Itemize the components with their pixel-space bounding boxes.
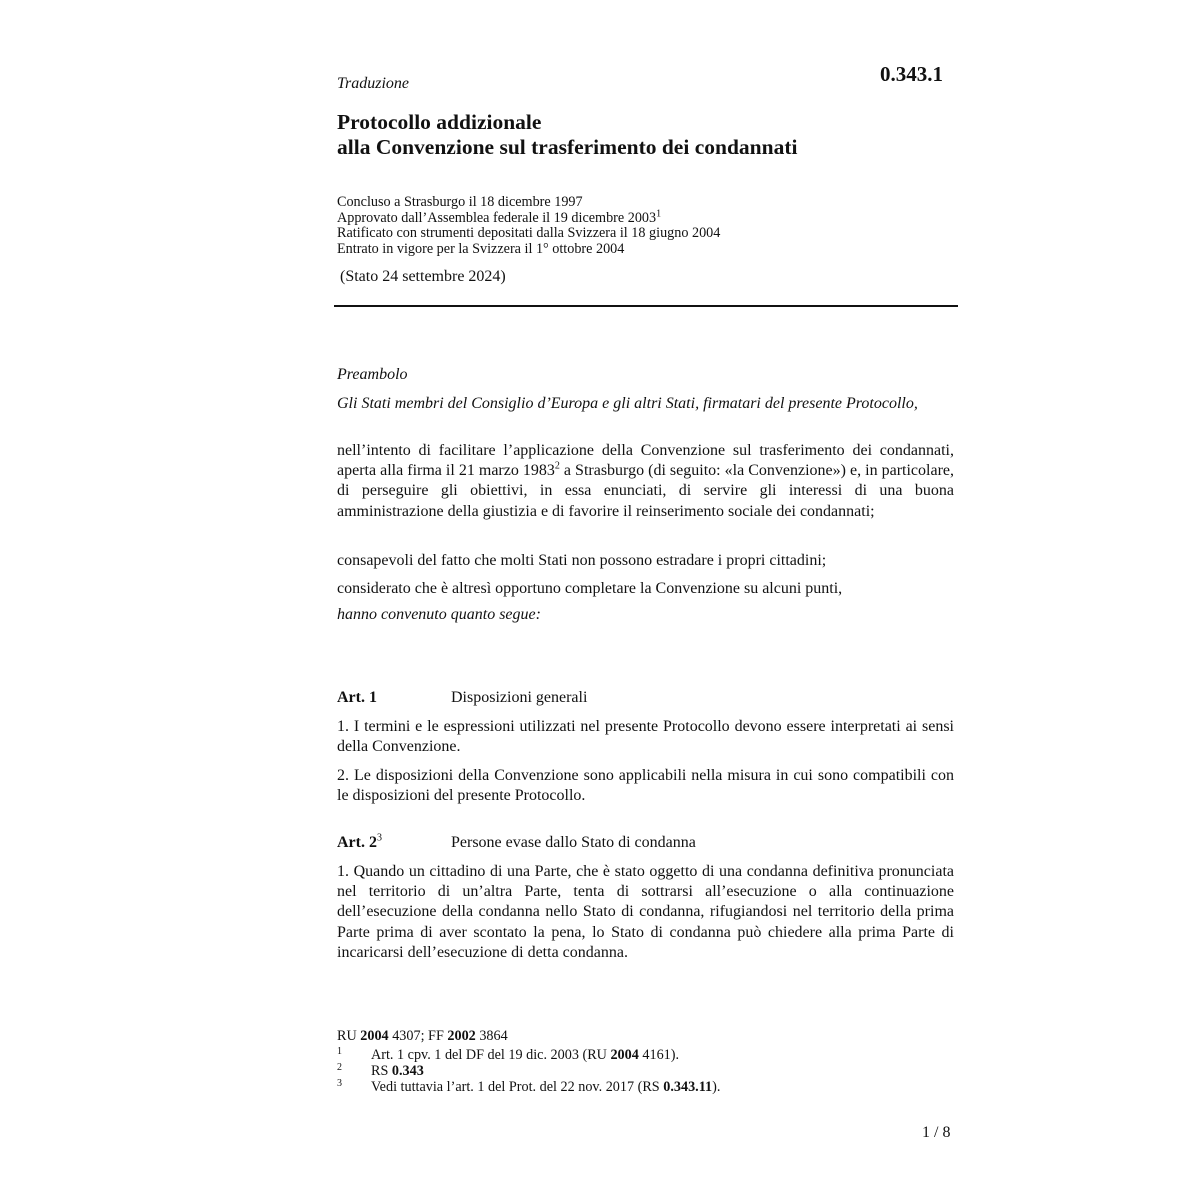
preamble-paragraph-3: considerato che è altresì opportuno completare la Convenzione su alcuni punti, — [337, 580, 843, 597]
preamble-closing: hanno convenuto quanto segue: — [337, 606, 541, 623]
footnote-text: RS 0.343 — [371, 1063, 424, 1079]
in-force-date: Entrato in vigore per la Svizzera il 1° ottobre 2004 — [337, 240, 625, 257]
footnote-ref-3[interactable]: 3 — [376, 832, 382, 844]
preamble-paragraph-2: consapevoli del fatto che molti Stati non possono estradare i propri cittadini; — [337, 552, 827, 569]
ratified-date: Ratificato con strumenti depositati dalla Svizzera il 18 giugno 2004 — [337, 225, 721, 242]
article-1-paragraph-1: 1. I termini e le espressioni utilizzati nel presente Protocollo devono essere interpretati ai sensi della Convenzione. — [337, 718, 954, 756]
article-1-heading — [337, 689, 587, 707]
footnote-number: 1 — [337, 1046, 342, 1057]
document-title — [337, 110, 797, 160]
metadata-block — [337, 195, 720, 257]
article-1-title: Disposizioni generali — [451, 689, 588, 706]
footnote-ref-2[interactable]: 2 — [554, 460, 560, 472]
footnote-text: Art. 1 cpv. 1 del DF del 19 dic. 2003 (RU 2004 4161). — [371, 1047, 680, 1063]
header-divider — [334, 305, 958, 307]
title-line-1: Protocollo addizionale — [337, 110, 542, 134]
article-2-number: Art. $2^3$ — [337, 832, 382, 851]
article-1-paragraph-2: 2. Le disposizioni della Convenzione sono applicabili nella misura in cui sono compatibili con le disposizioni del presente Protocollo. — [337, 767, 954, 805]
translation-label: Traduzione — [337, 75, 410, 92]
article-1-number: Art. 1 — [337, 689, 377, 706]
page-number: 1 / 8 — [922, 1124, 951, 1141]
article-2-heading — [337, 834, 696, 852]
publication-reference: RU 2004 4307; FF 2002 3864 — [337, 1028, 508, 1044]
article-2-paragraph-1: 1. Quando un cittadino di una Parte, che è stato oggetto di una condanna definitiva pronunciata nel territorio di un’altra Parte, tenta di sottrarsi all’esecuzione o alla continuazione dell’esecuzione della condanna nello Stato di condanna, rifugiandosi nel territorio della prima Parte prima di aver scontato la pena, lo Stato di condanna può chiedere alla prima Parte di incaricarsi dell’esecuzione di detta condanna. — [337, 863, 954, 961]
title-line-2: alla Convenzione sul trasferimento dei condannati — [337, 135, 798, 159]
concluded-date: Concluso a Strasburgo il 18 dicembre 1997 — [337, 194, 583, 210]
preamble-paragraph-1: nell’intento di facilitare l’applicazione della Convenzione sul trasferimento dei condannati, aperta alla firma il 21 marzo 1983$^2$ a Strasburgo (di seguito: «la Convenzione») e, in particolare, di perseguire gli obiettivi, in essa enunciati, di servire gli interessi di una buona amministrazione della giustizia e di favorire il reinserimento sociale dei condannati; — [337, 442, 955, 520]
footnote-number: 3 — [337, 1078, 342, 1089]
article-2-title: Persone evase dallo Stato di condanna — [451, 834, 696, 851]
footnote-ref-1[interactable]: 1 — [656, 207, 662, 219]
preamble-heading: Preambolo — [337, 366, 408, 383]
systematic-number: 0.343.1 — [880, 62, 943, 86]
preamble-intro: Gli Stati membri del Consiglio d’Europa e gli altri Stati, firmatari del presente Protocollo, — [337, 395, 918, 412]
status-date: (Stato 24 settembre 2024) — [340, 268, 506, 285]
footnote-text: Vedi tuttavia l’art. 1 del Prot. del 22 nov. 2017 (RS 0.343.11). — [371, 1079, 721, 1095]
approved-date: Approvato dall’Assemblea federale il 19 dicembre 2003$^1$ — [337, 207, 662, 226]
footnote-number: 2 — [337, 1062, 342, 1073]
